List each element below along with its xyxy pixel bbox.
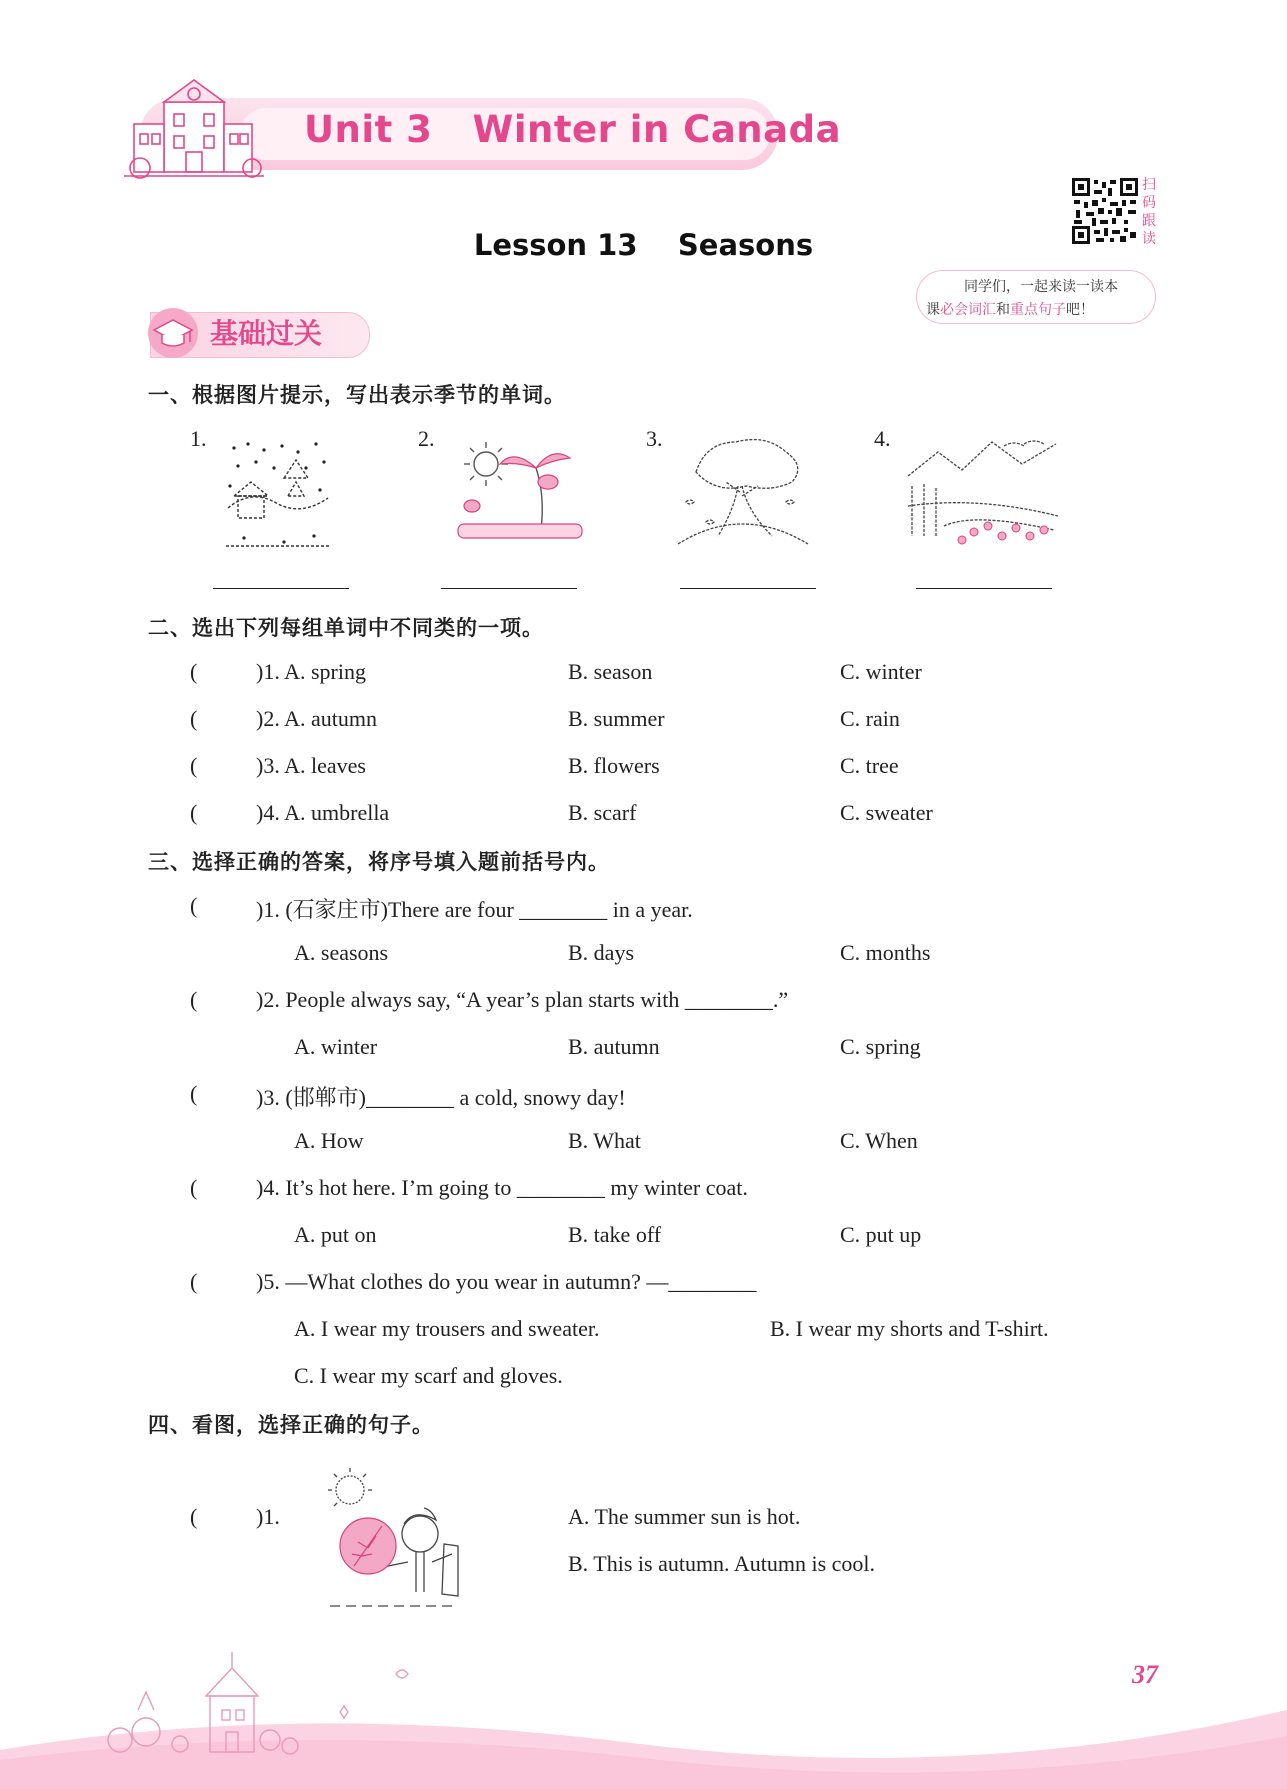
- answer-paren[interactable]: (: [190, 1504, 198, 1529]
- question-choice-b: B. flowers: [568, 753, 660, 778]
- answer-paren[interactable]: (: [190, 706, 198, 731]
- section-badge-label: 基础过关: [210, 317, 323, 350]
- footer-decoration: [0, 1640, 1287, 1789]
- part1-heading: 一、根据图片提示，写出表示季节的单词。: [148, 383, 566, 407]
- question-stem: )2. People always say, “A year’s plan starts with ________.”: [256, 987, 789, 1012]
- picture-number: 3.: [646, 426, 663, 451]
- tip-text: 和: [996, 303, 1010, 318]
- answer-blank[interactable]: [213, 588, 349, 589]
- part4-heading: 四、看图，选择正确的句子。: [148, 1413, 434, 1437]
- tip-text: 吧！: [1066, 303, 1094, 318]
- option-b: B. What: [568, 1128, 641, 1153]
- qr-label-char: 跟: [1142, 213, 1156, 229]
- answer-blank[interactable]: [441, 588, 577, 589]
- question-choice-c: C. sweater: [840, 800, 933, 825]
- option-c: C. months: [840, 940, 931, 965]
- tip-text: 课: [926, 303, 940, 318]
- qr-label-char: 读: [1142, 231, 1156, 247]
- snowy-winter-scene-image: [224, 438, 332, 550]
- answer-blank[interactable]: [680, 588, 816, 589]
- spring-flowers-scene-image: [904, 436, 1060, 550]
- qr-label-char: 码: [1142, 195, 1156, 211]
- answer-paren[interactable]: (: [190, 753, 198, 778]
- question-choice-a: )2. A. autumn: [256, 706, 377, 731]
- answer-paren[interactable]: (: [190, 659, 198, 684]
- lesson-title: Lesson 13 Seasons: [473, 228, 814, 262]
- question-stem: )1. (石家庄市)There are four ________ in a year.: [256, 897, 693, 922]
- question-stem: )3. (邯郸市)________ a cold, snowy day!: [256, 1085, 626, 1110]
- option-b: B. take off: [568, 1222, 662, 1247]
- option-a: A. The summer sun is hot.: [568, 1504, 801, 1529]
- tip-line-1: 同学们，一起来读一读本: [964, 280, 1118, 295]
- answer-paren[interactable]: (: [190, 1175, 198, 1200]
- option-b: B. I wear my shorts and T-shirt.: [770, 1316, 1049, 1341]
- option-a: A. put on: [294, 1222, 377, 1247]
- unit-title: Unit 3 Winter in Canada: [304, 108, 842, 151]
- question-choice-b: B. season: [568, 659, 653, 684]
- option-a: A. winter: [294, 1034, 378, 1059]
- answer-paren[interactable]: (: [190, 987, 198, 1012]
- question-choice-c: C. winter: [840, 659, 922, 684]
- option-c: C. I wear my scarf and gloves.: [294, 1363, 563, 1388]
- option-b: B. This is autumn. Autumn is cool.: [568, 1551, 876, 1576]
- option-c: C. put up: [840, 1222, 922, 1247]
- answer-blank[interactable]: [916, 588, 1052, 589]
- question-choice-a: )3. A. leaves: [256, 753, 366, 778]
- school-building-icon: [124, 72, 264, 182]
- option-b: B. autumn: [568, 1034, 660, 1059]
- question-choice-c: C. rain: [840, 706, 900, 731]
- option-b: B. days: [568, 940, 634, 965]
- question-choice-a: )1. A. spring: [256, 659, 366, 684]
- question-stem: )4. It’s hot here. I’m going to ________ my winter coat.: [256, 1175, 748, 1200]
- option-c: C. spring: [840, 1034, 921, 1059]
- answer-paren[interactable]: (: [190, 1081, 198, 1106]
- part2-heading: 二、选出下列每组单词中不同类的一项。: [148, 616, 544, 640]
- option-a: A. seasons: [294, 940, 389, 965]
- tip-line-2: [926, 299, 1094, 319]
- page-number: 37: [1132, 1660, 1158, 1689]
- part3-heading: 三、选择正确的答案，将序号填入题前括号内。: [148, 850, 610, 874]
- question-choice-c: C. tree: [840, 753, 899, 778]
- question-stem: )5. —What clothes do you wear in autumn? —________: [256, 1269, 757, 1294]
- answer-paren[interactable]: (: [190, 893, 198, 918]
- sunny-beach-scene-image: [452, 438, 586, 546]
- picture-number: 2.: [418, 426, 435, 451]
- tip-highlight-vocab: 必会词汇: [940, 303, 996, 318]
- qr-label-char: 扫: [1142, 177, 1156, 193]
- question-choice-b: B. summer: [568, 706, 665, 731]
- option-a: A. I wear my trousers and sweater.: [294, 1316, 600, 1341]
- question-number: )1.: [256, 1504, 280, 1529]
- picture-number: 1.: [190, 426, 207, 451]
- answer-paren[interactable]: (: [190, 1269, 198, 1294]
- tip-highlight-sentences: 重点句子: [1010, 303, 1066, 318]
- question-choice-a: )4. A. umbrella: [256, 800, 390, 825]
- falling-leaves-tree-image: [676, 432, 810, 546]
- option-c: C. When: [840, 1128, 918, 1153]
- autumn-leaf-boy-image: [324, 1466, 472, 1614]
- question-choice-b: B. scarf: [568, 800, 637, 825]
- graduation-cap-icon: [146, 306, 200, 360]
- answer-paren[interactable]: (: [190, 800, 198, 825]
- option-a: A. How: [294, 1128, 364, 1153]
- picture-number: 4.: [874, 426, 891, 451]
